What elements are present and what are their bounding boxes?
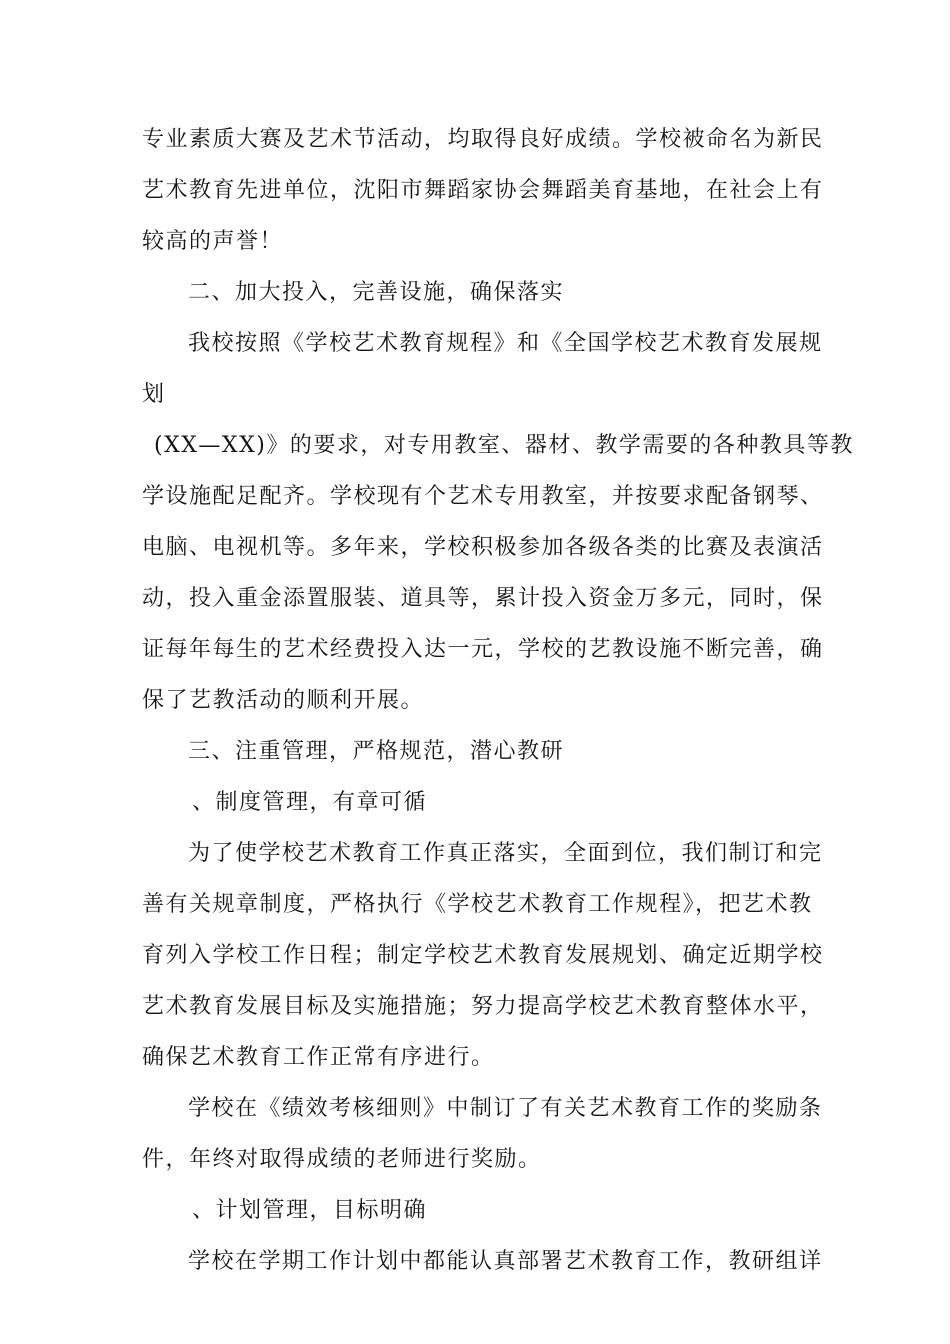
body-text-line: 育列入学校工作日程；制定学校艺术教育发展规划、确定近期学校 xyxy=(142,943,824,968)
body-text-line: 确保艺术教育工作正常有序进行。 xyxy=(142,1045,495,1070)
subsection-heading: 、制度管理，有章可循 xyxy=(192,790,428,815)
body-text-line: 学校在学期工作计划中都能认真部署艺术教育工作，教研组详 xyxy=(188,1249,823,1274)
subsection-heading: 、计划管理，目标明确 xyxy=(192,1198,428,1223)
body-text-line: 为了使学校艺术教育工作真正落实，全面到位，我们制订和完 xyxy=(188,841,823,866)
body-text-line: 动，投入重金添置服装、道具等，累计投入资金万多元，同时，保 xyxy=(142,586,824,611)
body-text-line: 艺术教育发展目标及实施措施；努力提高学校艺术教育整体水平， xyxy=(142,994,824,1019)
body-text-line: 专业素质大赛及艺术节活动，均取得良好成绩。学校被命名为新民 xyxy=(142,127,824,152)
body-text-line: 善有关规章制度，严格执行《学校艺术教育工作规程》，把艺术教 xyxy=(142,892,813,917)
body-text-line: 学校在《绩效考核细则》中制订了有关艺术教育工作的奖励条 xyxy=(188,1096,823,1121)
section-heading: 二、加大投入，完善设施，确保落实 xyxy=(188,280,565,305)
section-heading: 三、注重管理，严格规范，潜心教研 xyxy=(188,739,565,764)
body-text-line: 证每年每生的艺术经费投入达一元，学校的艺教设施不断完善，确 xyxy=(142,637,824,662)
body-text-line: 我校按照《学校艺术教育规程》和《全国学校艺术教育发展规 xyxy=(188,331,823,356)
body-text-line: 学设施配足配齐。学校现有个艺术专用教室，并按要求配备钢琴、 xyxy=(142,484,824,509)
body-text-line: 艺术教育先进单位，沈阳市舞蹈家协会舞蹈美育基地，在社会上有 xyxy=(142,178,824,203)
body-text-line: 划 xyxy=(142,382,166,407)
body-text-line: 件，年终对取得成绩的老师进行奖励。 xyxy=(142,1147,542,1172)
body-text-line: 较高的声誉！ xyxy=(142,229,284,254)
body-text-line: (XX—XX)》的要求，对专用教室、器材、教学需要的各种教具等教 xyxy=(154,433,854,458)
body-text-line: 电脑、电视机等。多年来，学校积极参加各级各类的比赛及表演活 xyxy=(142,535,824,560)
body-text-line: 保了艺教活动的顺利开展。 xyxy=(142,688,425,713)
